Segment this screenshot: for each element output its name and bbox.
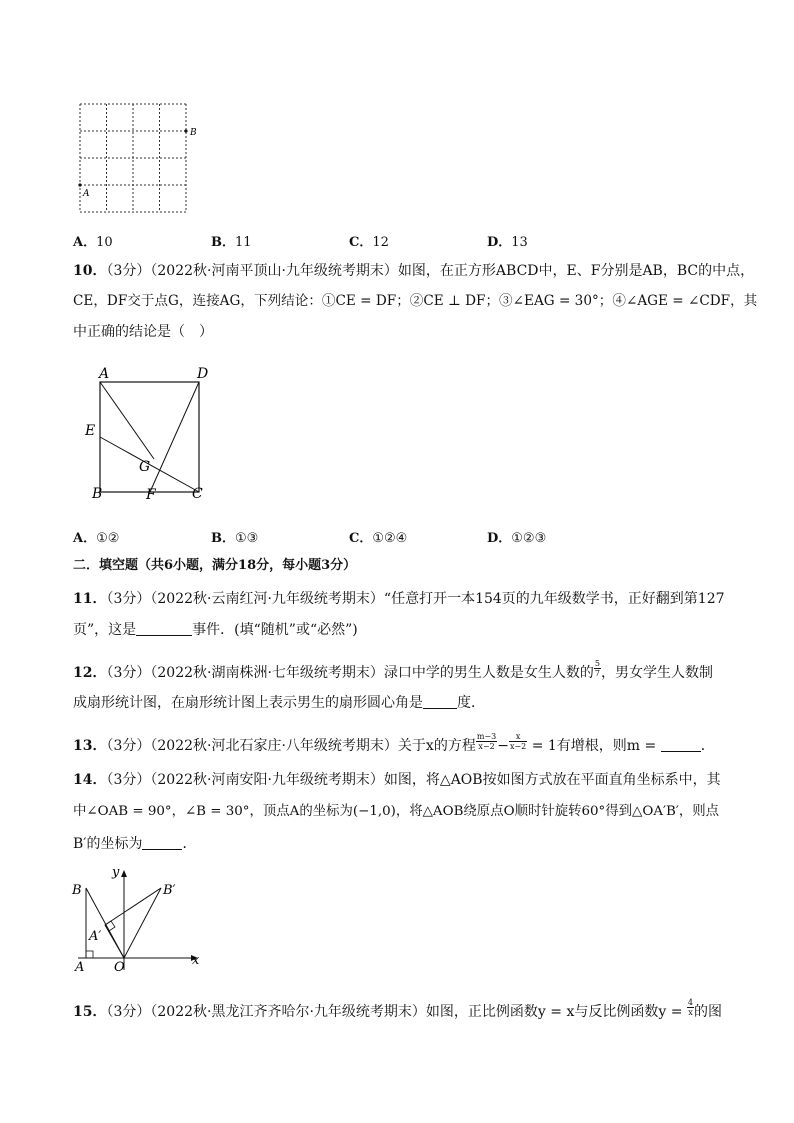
q9-option-c: C．12 [349, 235, 389, 250]
q13-line: 13．（3分）（2022秋·河北石家庄·八年级统考期末）关于x的方程 $\frac{m-3}{x-2}$ − $\frac{x}{x-2}$ = 1有增根，则m = ． [73, 732, 715, 754]
q10-label-c: C [192, 486, 203, 502]
q12-answer-blank[interactable] [423, 694, 457, 709]
q15-fraction: $\frac{4}{x}$ [687, 998, 693, 1017]
q14-line2: 中∠OAB = 90°，∠B = 30°，顶点A的坐标为(−1,0)，将△AOB绕原点O顺时针旋转60°得到△OA′B′，则点 [73, 804, 720, 819]
q11-line1: 11．（3分）（2022秋·云南红河·九年级统考期末）“任意打开一本154页的九年级数学书，正好翻到第127 [73, 591, 725, 607]
q10-line1: 10．（3分）（2022秋·河南平顶山·九年级统考期末）如图，在正方形ABCD中，E、F分别是AB，BC的中点， [73, 263, 755, 279]
q14-label-y: y [112, 865, 120, 880]
q10-label-f: F [146, 487, 156, 503]
q14-label-a: A [75, 960, 85, 975]
q10-label-e: E [85, 423, 96, 439]
q14-label-b: B [72, 883, 82, 898]
q9-point-a-label: A [83, 189, 90, 199]
q14-line1: 14．（3分）（2022秋·河南安阳·九年级统考期末）如图，将△AOB按如图方式放在平面直角坐标系中，其 [73, 772, 721, 788]
q11-line2: 页”，这是 事件．(填“随机”或“必然”) [73, 622, 358, 638]
q14-label-x: x [192, 953, 200, 968]
q10-label-b: B [92, 486, 103, 502]
q14-answer-blank[interactable] [142, 835, 182, 850]
q14-line3: B′的坐标为 ． [73, 836, 197, 852]
q10-label-g: G [139, 459, 151, 475]
q10-option-a: A．①② [73, 531, 120, 546]
q15-line1: 15．（3分）（2022秋·黑龙江齐齐哈尔·九年级统考期末）如图，正比例函数y = x与反比例函数y = $\frac{4}{x}$ 的图 [73, 998, 722, 1020]
q9-grid-figure [70, 98, 210, 220]
q12-line2: 成扇形统计图，在扇形统计图上表示男生的扇形圆心角是 度． [73, 695, 485, 711]
q10-line3: 中正确的结论是（ ） [73, 324, 213, 340]
q14-coordinate-figure [68, 858, 218, 976]
q14-label-aprime: A′ [89, 929, 102, 944]
q10-line2: CE，DF交于点G，连接AG，下列结论：①CE = DF；②CE ⊥ DF；③∠EAG = 30°；④∠AGE = ∠CDF，其 [73, 293, 758, 309]
q12-fraction: $\frac{5}{7}$ [594, 659, 601, 678]
q9-point-b-label: B [190, 128, 197, 138]
section-title: 二．填空题（共6小题，满分18分，每小题3分） [73, 558, 357, 573]
q10-option-c: C．①②④ [349, 531, 408, 546]
q9-option-d: D．13 [487, 235, 528, 250]
q10-option-b: B．①③ [211, 531, 259, 546]
q14-label-bprime: B′ [163, 883, 176, 898]
q10-option-d: D．①②③ [487, 531, 547, 546]
q9-option-b: B．11 [211, 235, 252, 250]
q10-label-d: D [197, 366, 209, 382]
q11-answer-blank[interactable] [136, 621, 192, 636]
q9-option-a: A．10 [73, 235, 113, 250]
q13-fraction-1: $\frac{m-3}{x-2}$ [476, 732, 497, 751]
q10-square-figure [80, 360, 220, 508]
q14-label-o: O [114, 960, 125, 975]
q13-fraction-2: $\frac{x}{x-2}$ [509, 732, 527, 751]
q12-line1: 12．（3分）（2022秋·湖南株洲·七年级统考期末）渌口中学的男生人数是女生人数的 $\frac{5}{7}$ ，男女学生人数制 [73, 659, 714, 681]
q10-label-a: A [99, 366, 110, 382]
q13-answer-blank[interactable] [661, 737, 701, 752]
